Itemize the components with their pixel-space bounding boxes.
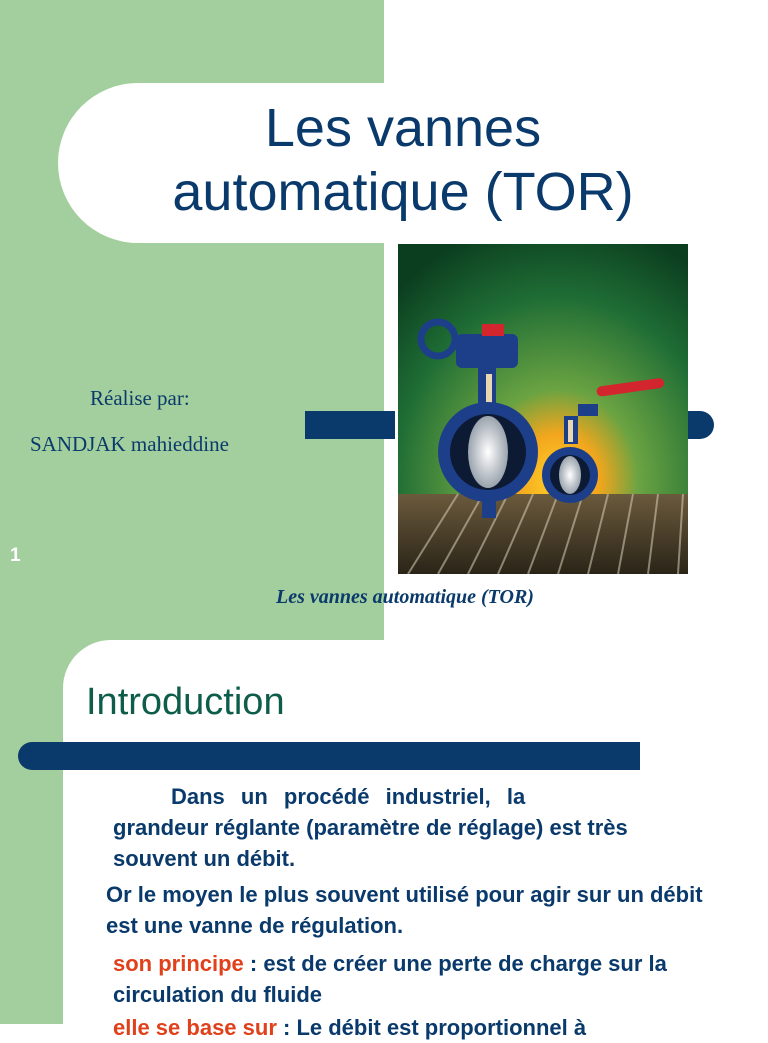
slide-title-line1: Les vannes: [264, 98, 542, 158]
paragraph-3-keyword: son principe: [113, 951, 244, 976]
paragraph-4: [113, 1012, 753, 1043]
paragraph-3-text: : est de créer une perte de charge sur la circulation du fluide: [113, 951, 667, 1007]
slide-title: [58, 96, 748, 224]
paragraph-2: Or le moyen le plus souvent utilisé pour agir sur un débit est une vanne de régulation.: [106, 882, 703, 938]
author-label: Réalise par:: [90, 386, 190, 410]
valve-illustration: [398, 244, 688, 574]
paragraph-3: [113, 948, 733, 1010]
paragraph-1-rest: grandeur réglante (paramètre de réglage) est très souvent un débit.: [113, 815, 628, 871]
paragraph-1-line1: Dans un procédé industriel, la: [171, 784, 526, 809]
decorative-bar-left: [305, 411, 395, 439]
paragraph-4-keyword: elle se base sur: [113, 1015, 277, 1040]
slide1-green-background-lower: [0, 575, 270, 640]
heading-underline-bar: [18, 742, 640, 770]
paragraph-4-text: : Le débit est proportionnel à: [276, 1015, 587, 1040]
paragraph-1: [113, 781, 673, 874]
decorative-bar-right: [688, 411, 714, 439]
slide-title-line2: automatique (TOR): [172, 162, 634, 222]
valve-photo: [398, 244, 688, 574]
author-name: SANDJAK mahieddine: [30, 432, 229, 456]
image-caption: Les vannes automatique (TOR): [276, 586, 534, 608]
introduction-heading: Introduction: [86, 681, 285, 723]
slide-number: 1: [10, 545, 21, 566]
